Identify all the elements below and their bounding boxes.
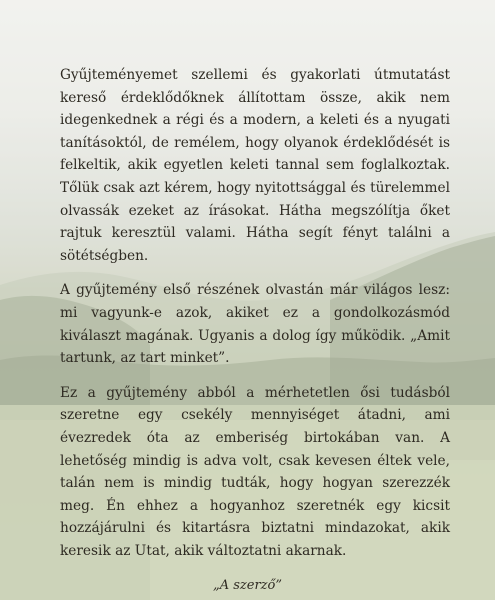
text-block [60,64,450,574]
paragraph-1: Gyűjteményemet szellemi és gyakorlati útmutatást kereső érdeklődőknek állítottam össze, akik nem idegenkednek a régi és a modern, a keleti és a nyugati tanításoktól, de remélem, hogy olyanok érdeklődését is felkeltik, akik egyetlen keleti tannal sem foglalkoztak. Tőlük csak azt kérem, hogy nyitottsággal és türelemmel olvassák ezeket az írásokat. Hátha megszólítja őket rajtuk keresztül valami. Hátha segít fényt találni a sötétségben. [60,67,450,264]
paragraph-2: A gyűjtemény első részének olvastán már világos lesz: mi vagyunk-e azok, akiket ez a gondolkozásmód kiválaszt magának. Ugyanis a dolog így működik. „Amit tartunk, az tart minket”. [60,282,450,367]
author-signature: „A szerző” [212,578,282,593]
paragraph-3: Ez a gyűjtemény abból a mérhetetlen ősi tudásból szeretne egy csekély mennyiséget átadni, ami évezredek óta az emberiség birtokában van. A lehetőség mindig is adva volt, csak kevesen éltek vele, talán nem is mindig tudták, hogy hogyan szerezzék meg. Én ehhez a hogyanhoz szeretnék egy kicsit hozzájárulni és kitartásra biztatni mindazokat, akik keresik az Utat, akik változtatni akarnak. [60,384,450,559]
